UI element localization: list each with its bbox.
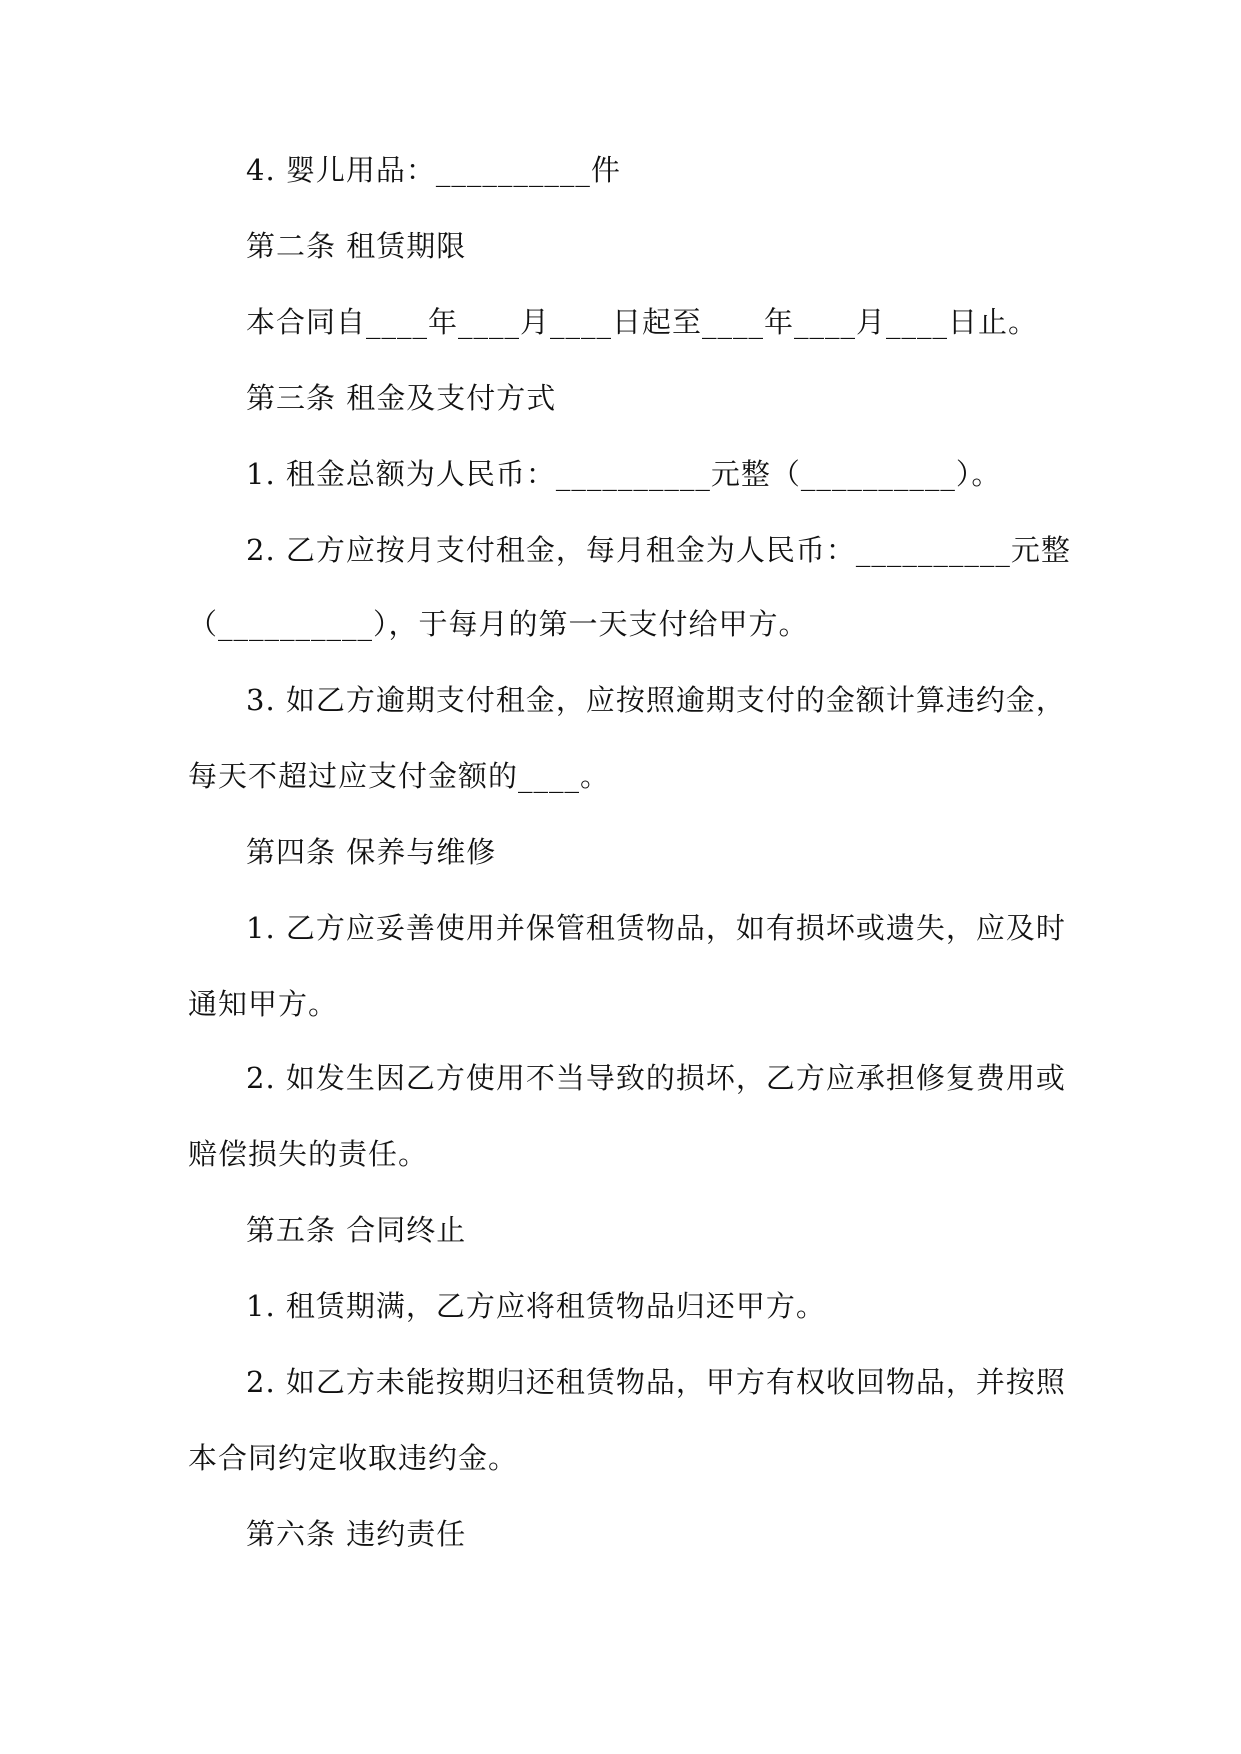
overdue-return-text: 2. 如乙方未能按期归还租赁物品，甲方有权收回物品，并按照: [246, 1365, 1066, 1399]
article-5-heading: 第五条 合同终止: [246, 1213, 467, 1247]
item-baby-supplies: 4. 婴儿用品：__________件: [246, 153, 621, 187]
damage-text-continued: 赔偿损失的责任。: [188, 1137, 429, 1171]
late-payment-text: 3. 如乙方逾期支付租金，应按照逾期支付的金额计算违约金，: [246, 683, 1066, 717]
article-4-heading: 第四条 保养与维修: [246, 835, 497, 869]
damage-text: 2. 如发生因乙方使用不当导致的损坏，乙方应承担修复费用或: [246, 1061, 1066, 1095]
rent-total-text: 1. 租金总额为人民币：__________元整（__________）。: [246, 457, 1002, 491]
article-2-heading: 第二条 租赁期限: [246, 229, 467, 263]
return-text: 1. 租赁期满，乙方应将租赁物品归还甲方。: [246, 1289, 826, 1323]
late-payment-text-continued: 每天不超过应支付金额的____。: [188, 759, 611, 793]
monthly-rent-text: 2. 乙方应按月支付租金，每月租金为人民币：__________元整: [246, 533, 1071, 567]
overdue-return-text-continued: 本合同约定收取违约金。: [188, 1441, 519, 1475]
care-text: 1. 乙方应妥善使用并保管租赁物品，如有损坏或遗失，应及时: [246, 911, 1066, 945]
care-text-continued: 通知甲方。: [188, 987, 339, 1021]
article-3-heading: 第三条 租金及支付方式: [246, 381, 557, 415]
monthly-rent-text-continued: （__________），于每月的第一天支付给甲方。: [188, 607, 809, 641]
article-6-heading: 第六条 违约责任: [246, 1517, 467, 1551]
lease-term-text: 本合同自____年____月____日起至____年____月____日止。: [246, 305, 1039, 339]
